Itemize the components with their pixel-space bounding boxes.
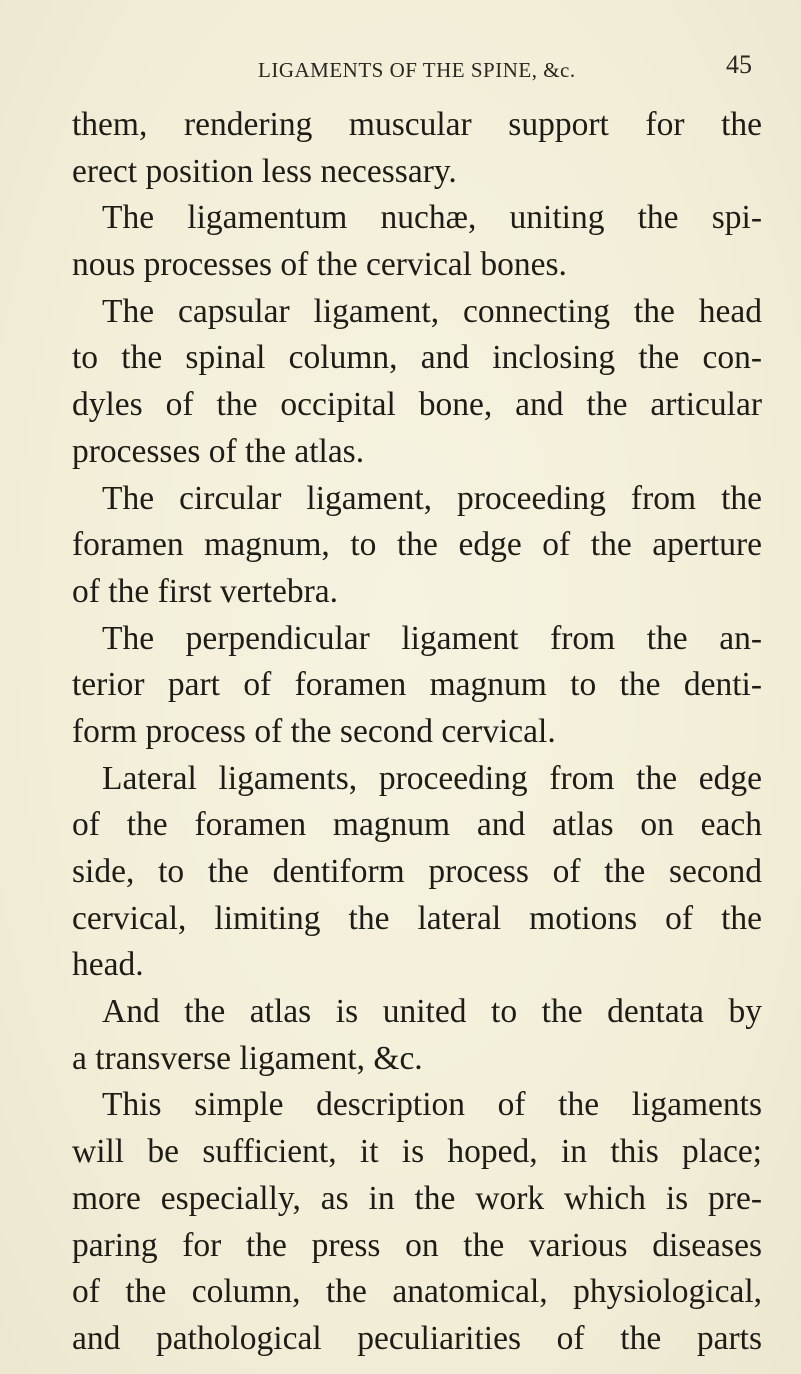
text-line: and pathological peculiarities of the parts xyxy=(72,1319,762,1357)
text-line: The ligamentum nuchæ, uniting the spi- xyxy=(102,199,762,237)
text-line: a transverse ligament, &c. xyxy=(72,1039,423,1077)
text-line: dyles of the occipital bone, and the articular xyxy=(72,386,762,424)
text-line: This simple description of the ligaments xyxy=(102,1086,762,1124)
text-line: The perpendicular ligament from the an- xyxy=(102,619,762,657)
text-line: erect position less necessary. xyxy=(72,152,457,190)
text-line: form process of the second cervical. xyxy=(72,712,556,750)
text-line: of the first vertebra. xyxy=(72,572,339,610)
text-line: of the column, the anatomical, physiological, xyxy=(72,1273,762,1311)
text-line: The circular ligament, proceeding from the xyxy=(102,479,762,517)
text-line: And the atlas is united to the dentata by xyxy=(102,993,762,1031)
running-head: LIGAMENTS OF THE SPINE, &c. xyxy=(258,58,576,82)
body-text xyxy=(72,102,762,1363)
text-line: more especially, as in the work which is pre- xyxy=(72,1179,762,1217)
text-line: foramen magnum, to the edge of the aperture xyxy=(72,526,762,564)
text-line: head. xyxy=(72,946,144,984)
text-line: to the spinal column, and inclosing the con- xyxy=(72,339,762,377)
text-line: terior part of foramen magnum to the denti- xyxy=(72,666,762,704)
text-line: nous processes of the cervical bones. xyxy=(72,246,567,284)
text-line: paring for the press on the various diseases xyxy=(72,1226,762,1264)
text-line: Lateral ligaments, proceeding from the edge xyxy=(102,759,762,797)
text-line: of the foramen magnum and atlas on each xyxy=(72,806,762,844)
text-line: side, to the dentiform process of the second xyxy=(72,853,762,890)
text-line: processes of the atlas. xyxy=(72,432,365,470)
page-number: 45 xyxy=(726,50,752,79)
text-line: The capsular ligament, connecting the head xyxy=(102,292,762,330)
text-line: will be sufficient, it is hoped, in this place; xyxy=(72,1133,762,1171)
text-line: cervical, limiting the lateral motions of the xyxy=(72,899,762,937)
text-line: them, rendering muscular support for the xyxy=(72,106,762,143)
